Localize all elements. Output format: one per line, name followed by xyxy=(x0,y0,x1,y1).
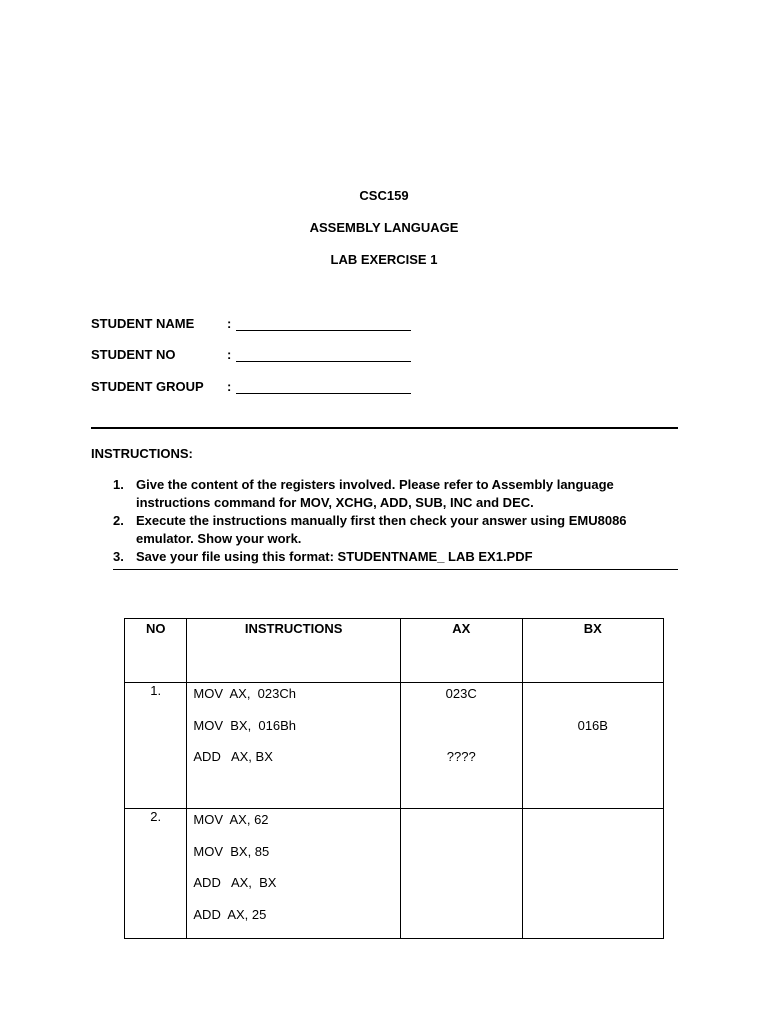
ax-cell[interactable] xyxy=(400,683,522,809)
ax-value xyxy=(401,875,522,907)
bx-cell[interactable] xyxy=(522,809,663,939)
ax-value xyxy=(401,844,522,876)
ax-value xyxy=(401,812,522,844)
ax-value: 023C xyxy=(445,686,477,701)
ax-value xyxy=(401,718,522,750)
instruction-text: Give the content of the registers involved. Please refer to Assembly language instructions command for MOV, XCHG, ADD, SUB, INC and DEC. xyxy=(136,477,614,510)
ax-cell[interactable] xyxy=(400,809,522,939)
bx-value xyxy=(523,844,663,876)
instruction-text: Execute the instructions manually first then check your answer using EMU8086 emulator. Show your work. xyxy=(136,513,627,546)
student-name-label: STUDENT NAME xyxy=(91,316,195,331)
instruction-line: MOV BX, 016Bh xyxy=(193,717,296,733)
header-ax: AX xyxy=(400,619,522,683)
instruction-number: 3. xyxy=(113,549,124,564)
subject-title: ASSEMBLY LANGUAGE xyxy=(309,220,459,235)
instruction-item xyxy=(113,548,673,566)
field-colon: : xyxy=(227,316,232,331)
student-no-blank[interactable] xyxy=(236,347,411,362)
instruction-item xyxy=(113,476,673,512)
table-row xyxy=(125,683,664,809)
ax-value xyxy=(401,907,522,939)
instruction-number: 1. xyxy=(113,477,124,492)
instruction-line: ADD AX, BX xyxy=(193,749,273,764)
bx-value xyxy=(523,907,663,939)
bx-value xyxy=(523,812,663,844)
student-group-blank[interactable] xyxy=(236,379,411,394)
section-divider xyxy=(91,427,678,429)
field-colon: : xyxy=(227,347,232,362)
instructions-cell xyxy=(187,683,400,809)
course-code: CSC159 xyxy=(359,188,409,203)
instruction-line: MOV AX, 62 xyxy=(193,812,269,827)
bx-value xyxy=(523,686,663,718)
field-colon: : xyxy=(227,379,232,394)
student-name-blank[interactable] xyxy=(236,316,411,331)
register-table xyxy=(124,618,664,939)
header-no: NO xyxy=(125,619,187,683)
bx-value: 016B xyxy=(577,717,608,733)
instruction-line: MOV BX, 85 xyxy=(193,843,270,859)
exercise-title: LAB EXERCISE 1 xyxy=(330,252,438,267)
instruction-text: Save your file using this format: STUDENTNAME_ LAB EX1.PDF xyxy=(136,549,533,564)
instruction-number: 2. xyxy=(113,513,124,528)
row-number: 1. xyxy=(125,683,187,809)
instructions-heading: INSTRUCTIONS: xyxy=(91,446,193,461)
instructions-list xyxy=(113,476,673,566)
instruction-line: ADD AX, BX xyxy=(193,875,277,890)
student-no-label: STUDENT NO xyxy=(91,347,176,362)
instructions-cell xyxy=(187,809,400,939)
instruction-item xyxy=(113,512,673,548)
bx-cell[interactable] xyxy=(522,683,663,809)
bx-value xyxy=(523,749,663,781)
row-number: 2. xyxy=(125,809,187,939)
bx-value xyxy=(523,875,663,907)
instruction-line: MOV AX, 023Ch xyxy=(193,686,296,701)
table-header-row xyxy=(125,619,664,683)
instructions-underline xyxy=(113,569,678,570)
student-group-label: STUDENT GROUP xyxy=(91,379,204,394)
instruction-line: ADD AX, 25 xyxy=(193,906,267,922)
ax-value: ???? xyxy=(446,749,476,764)
table-row xyxy=(125,809,664,939)
header-instructions: INSTRUCTIONS xyxy=(187,619,400,683)
header-bx: BX xyxy=(522,619,663,683)
